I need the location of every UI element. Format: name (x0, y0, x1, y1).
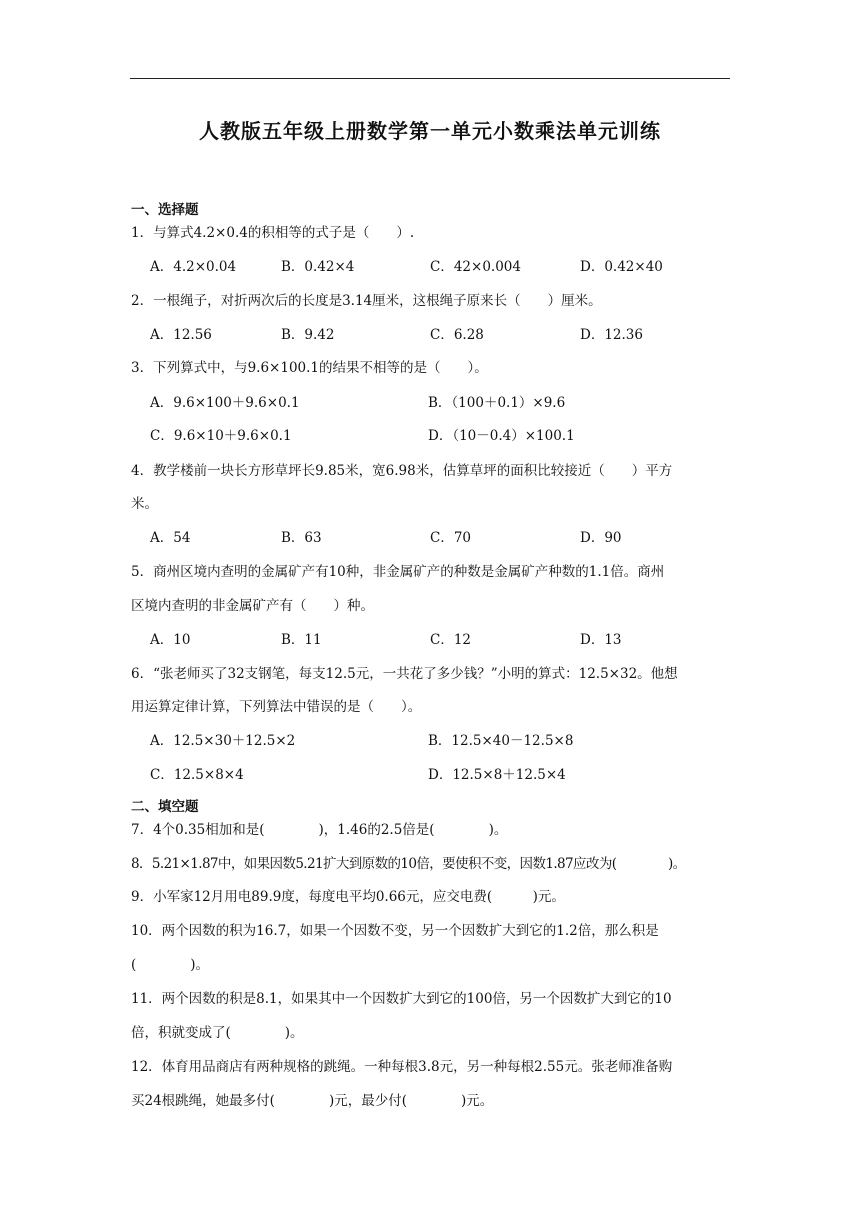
option-c: C．12 (430, 632, 472, 648)
option-c: C．70 (430, 530, 472, 546)
option-c: C．6.28 (430, 327, 484, 343)
option-a: A．4.2×0.04 (150, 259, 237, 275)
option-b: B．12.5×40－12.5×8 (428, 733, 574, 749)
option-b: B．11 (281, 632, 322, 648)
question-11-line2: 倍，积就变成了( )。 (131, 1025, 304, 1041)
option-d: D．90 (580, 530, 622, 546)
question-11-line1: 11．两个因数的积是8.1，如果其中一个因数扩大到它的100倍，另一个因数扩大到它的10 (131, 991, 672, 1007)
question-2: 2．一根绳子，对折两次后的长度是3.14厘米，这根绳子原来长（ ）厘米。 (131, 293, 602, 309)
question-12-line2: 买24根跳绳，她最多付( )元，最少付( )元。 (131, 1093, 494, 1109)
question-5-line1: 5．商州区境内查明的金属矿产有10种，非金属矿产的种数是金属矿产种数的1.1倍。商州 (131, 564, 665, 580)
option-d: D．12.5×8＋12.5×4 (428, 767, 566, 783)
question-8: 8．5.21×1.87中，如果因数5.21扩大到原数的10倍，要使积不变，因数1.87应改为( )。 (131, 856, 686, 872)
question-6-line2: 用运算定律计算，下列算法中错误的是（ ）。 (131, 699, 422, 715)
option-b: B．0.42×4 (281, 259, 355, 275)
option-c: C．42×0.004 (430, 259, 521, 275)
section-choice-heading: 一、选择题 (131, 202, 199, 218)
section-fill-heading: 二、填空题 (131, 799, 199, 815)
question-10-line2: ( )。 (131, 957, 210, 973)
question-7: 7．4个0.35相加和是( )，1.46的2.5倍是( )。 (131, 822, 508, 838)
option-a: A．9.6×100＋9.6×0.1 (150, 395, 300, 411)
option-a: A．54 (150, 530, 191, 546)
option-a: A．12.56 (150, 327, 212, 343)
option-d: D．（10－0.4）×100.1 (428, 428, 575, 444)
question-9: 9．小军家12月用电89.9度，每度电平均0.66元，应交电费( )元。 (131, 889, 565, 905)
question-4-line2: 米。 (131, 496, 158, 512)
page-title: 人教版五年级上册数学第一单元小数乘法单元训练 (199, 119, 661, 143)
question-6-line1: 6．“张老师买了32支钢笔，每支12.5元，一共花了多少钱？”小明的算式：12.5×32。他想 (131, 666, 678, 682)
question-3: 3．下列算式中，与9.6×100.1的结果不相等的是（ ）。 (131, 360, 488, 376)
question-1: 1．与算式4.2×0.4的积相等的式子是（ ）. (131, 225, 415, 241)
option-b: B．63 (281, 530, 322, 546)
question-5-line2: 区境内查明的非金属矿产有（ ）种。 (131, 598, 374, 614)
option-d: D．0.42×40 (580, 259, 663, 275)
option-b: B．（100＋0.1）×9.6 (428, 395, 566, 411)
question-12-line1: 12．体育用品商店有两种规格的跳绳。一种每根3.8元，另一种每根2.55元。张老师准备购 (131, 1059, 673, 1075)
question-10-line1: 10．两个因数的积为16.7，如果一个因数不变，另一个因数扩大到它的1.2倍，那么积是 (131, 923, 659, 939)
question-4-line1: 4．教学楼前一块长方形草坪长9.85米，宽6.98米，估算草坪的面积比较接近（ ）平方 (131, 463, 673, 479)
header-rule (130, 78, 730, 79)
option-d: D．12.36 (580, 327, 643, 343)
option-c: C．9.6×10＋9.6×0.1 (150, 428, 292, 444)
option-d: D．13 (580, 632, 622, 648)
option-b: B．9.42 (281, 327, 335, 343)
option-c: C．12.5×8×4 (150, 767, 244, 783)
option-a: A．12.5×30＋12.5×2 (150, 733, 296, 749)
option-a: A．10 (150, 632, 191, 648)
